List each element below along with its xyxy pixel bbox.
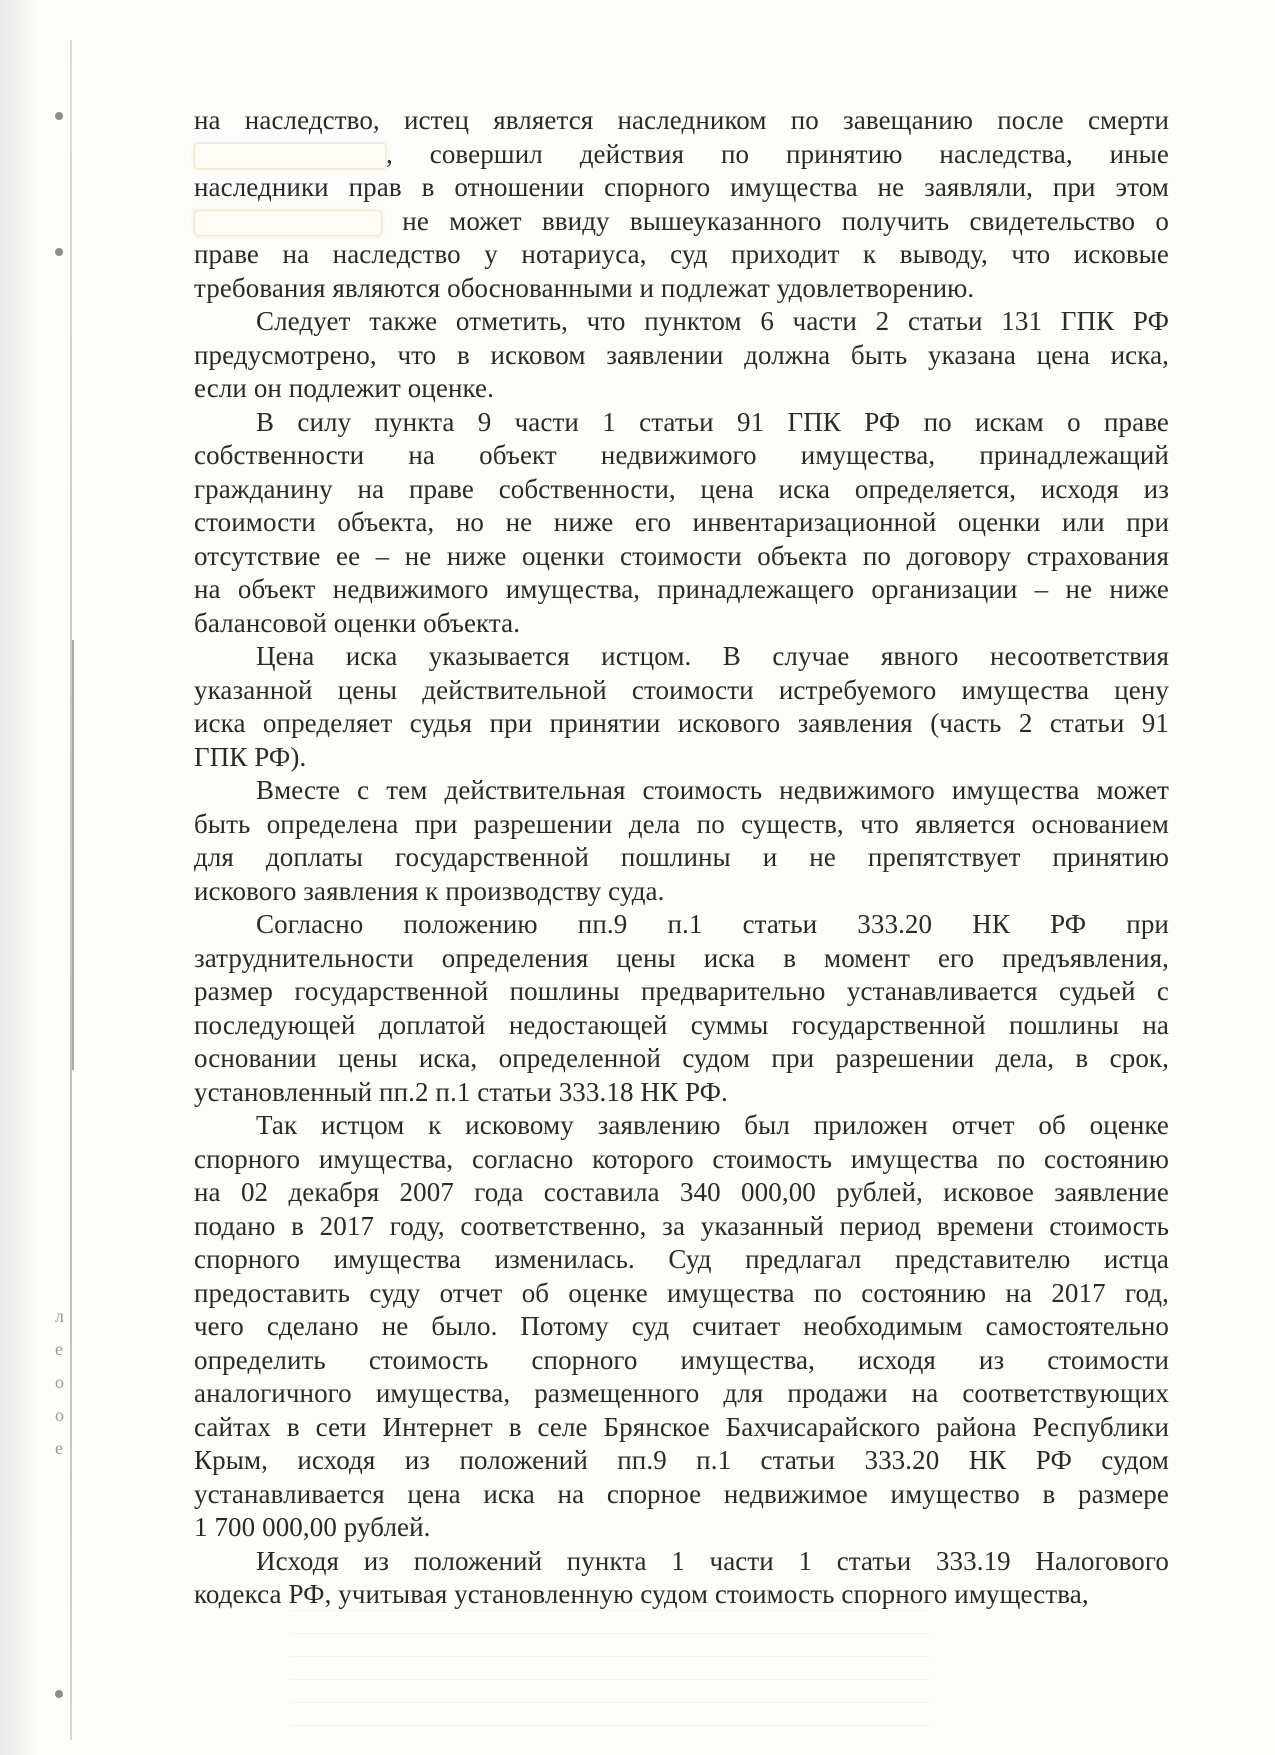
text-line: иска определяет судья при принятии искового заявления (часть 2 статьи 91 <box>194 708 1169 738</box>
text-line: чего сделано не было. Потому суд считает необходимым самостоятельно <box>194 1311 1169 1341</box>
text-line: Следует также отметить, что пунктом 6 части 2 статьи 131 ГПК РФ <box>256 306 1169 336</box>
text-line: Так истцом к исковому заявлению был приложен отчет об оценке <box>256 1110 1169 1140</box>
text-line: В силу пункта 9 части 1 статьи 91 ГПК РФ по искам о праве <box>256 406 1169 437</box>
text-line: быть определена при разрешении дела по существ, что является основанием <box>194 808 1169 839</box>
text-line: Исходя из положений пункта 1 части 1 статьи 333.19 Налогового <box>256 1545 1169 1576</box>
text-line: отсутствие ее – не ниже оценки стоимости объекта по договору страхования <box>194 540 1169 571</box>
redacted-name <box>194 210 382 236</box>
text-line: размер государственной пошлины предварительно устанавливается судьей с <box>194 976 1169 1006</box>
paragraph <box>194 640 1169 774</box>
text-line: балансовой оценки объекта. <box>194 607 521 638</box>
text-line: если он подлежит оценке. <box>194 373 494 403</box>
paragraph <box>194 1109 1169 1545</box>
binding-line-dark <box>72 640 74 1070</box>
bleed-through-table <box>290 1610 930 1751</box>
paragraph <box>194 774 1169 908</box>
text-line: устанавливается цена иска на спорное недвижимое имущество в размере <box>194 1478 1169 1509</box>
paragraph <box>194 305 1169 406</box>
text-line: предусмотрено, что в исковом заявлении должна быть указана цена иска, <box>194 339 1169 370</box>
text-line: на объект недвижимого имущества, принадлежащего организации – не ниже <box>194 574 1169 604</box>
paragraph <box>194 104 1169 305</box>
text-line: спорного имущества изменилась. Суд предлагал представителю истца <box>194 1244 1169 1274</box>
text-fragment: , совершил действия по принятию наследства, иные <box>386 138 1169 169</box>
text-line: сайтах в сети Интернет в селе Брянское Бахчисарайского района Республики <box>194 1411 1169 1442</box>
text-line: установленный пп.2 п.1 статьи 333.18 НК РФ. <box>194 1076 728 1107</box>
text-line: на 02 декабря 2007 года составила 340 000,00 рублей, исковое заявление <box>194 1177 1169 1207</box>
text-line: наследники прав в отношении спорного имущества не заявляли, при этом <box>194 172 1169 202</box>
text-line <box>194 205 1169 239</box>
staple-mark <box>55 1690 63 1698</box>
text-line: праве на наследство у нотариуса, суд приходит к выводу, что исковые <box>194 239 1169 269</box>
text-line: Цена иска указывается истцом. В случае явного несоответствия <box>256 641 1169 671</box>
text-line: Крым, исходя из положений пп.9 п.1 статьи 333.20 НК РФ судом <box>194 1445 1169 1475</box>
margin-marks <box>55 1300 85 1465</box>
text-line: Согласно положению пп.9 п.1 статьи 333.20 НК РФ при <box>256 909 1169 939</box>
text-line: Вместе с тем действительная стоимость недвижимого имущества может <box>256 775 1169 805</box>
text-line: последующей доплатой недостающей суммы государственной пошлины на <box>194 1009 1169 1040</box>
text-line: 1 700 000,00 рублей. <box>194 1512 431 1542</box>
paragraph <box>194 406 1169 641</box>
paragraph <box>194 908 1169 1109</box>
text-line <box>194 138 1169 172</box>
text-line: ГПК РФ). <box>194 741 307 772</box>
margin-mark: е <box>55 1438 63 1458</box>
text-line: предоставить суду отчет об оценке имущества по состоянию на 2017 год, <box>194 1277 1169 1308</box>
text-line: для доплаты государственной пошлины и не препятствует принятию <box>194 842 1169 872</box>
text-line: аналогичного имущества, размещенного для продажи на соответствующих <box>194 1378 1169 1408</box>
margin-mark: о <box>55 1405 64 1425</box>
text-line: стоимости объекта, но не ниже его инвентаризационной оценки или при <box>194 507 1169 537</box>
redacted-name <box>194 143 386 169</box>
text-line: указанной цены действительной стоимости истребуемого имущества цену <box>194 674 1169 705</box>
text-line: подано в 2017 году, соответственно, за указанный период времени стоимость <box>194 1210 1169 1241</box>
paragraph <box>194 1545 1169 1612</box>
text-line: искового заявления к производству суда. <box>194 875 665 906</box>
staple-mark <box>55 248 63 256</box>
margin-mark: о <box>55 1372 64 1392</box>
text-line: спорного имущества, согласно которого стоимость имущества по состоянию <box>194 1143 1169 1174</box>
text-line: затруднительности определения цены иска в момент его предъявления, <box>194 942 1169 973</box>
text-line: собственности на объект недвижимого имущества, принадлежащий <box>194 440 1169 470</box>
text-line: определить стоимость спорного имущества, исходя из стоимости <box>194 1344 1169 1375</box>
margin-mark: л <box>55 1306 64 1326</box>
page-edge-shadow <box>0 0 40 1755</box>
staple-mark <box>55 112 63 120</box>
text-line: на наследство, истец является наследником по завещанию после смерти <box>194 105 1169 135</box>
text-line: требования являются обоснованными и подлежат удовлетворению. <box>194 272 975 303</box>
text-fragment: не может ввиду вышеуказанного получить свидетельство о <box>382 205 1169 236</box>
text-line: гражданину на праве собственности, цена иска определяется, исходя из <box>194 473 1169 504</box>
margin-mark: е <box>55 1339 63 1359</box>
text-line: кодекса РФ, учитывая установленную судом стоимость спорного имущества, <box>194 1579 1089 1609</box>
text-line: основании цены иска, определенной судом при разрешении дела, в срок, <box>194 1043 1169 1073</box>
document-body <box>194 104 1169 1612</box>
